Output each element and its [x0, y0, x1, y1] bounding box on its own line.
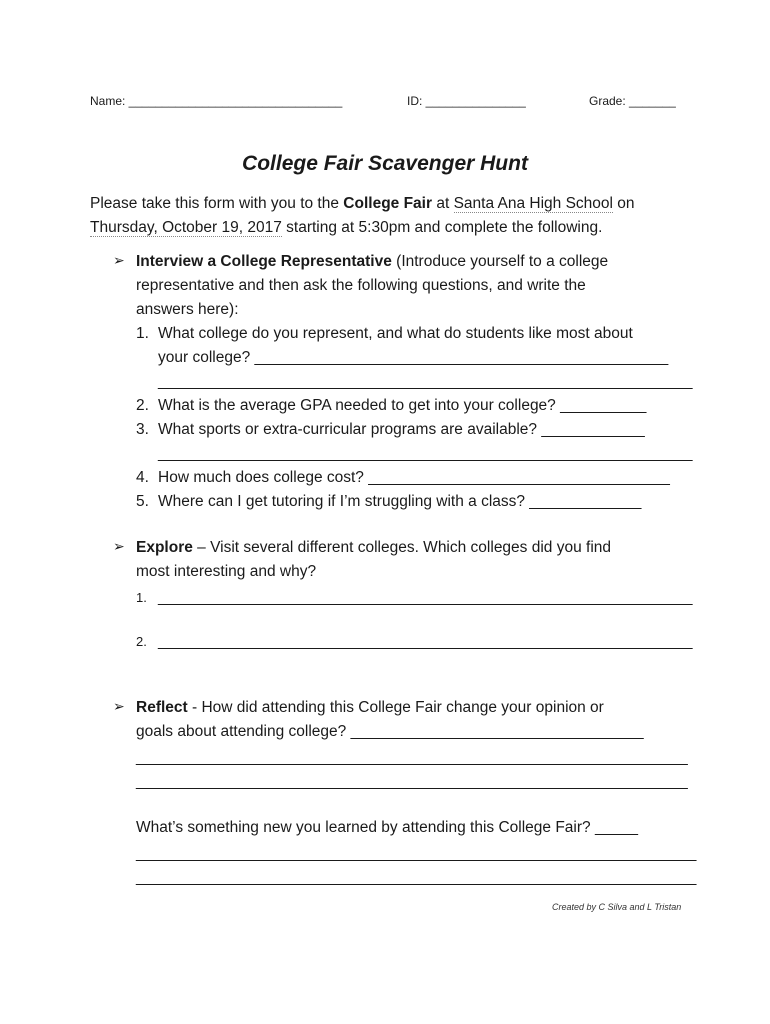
- name-field-label: Name: ________________________________: [90, 94, 343, 108]
- interview-heading: Interview a College Representative: [136, 253, 392, 270]
- reflect-answer-line[interactable]: _________________________________________________________________: [136, 845, 697, 862]
- question-1-answer-line[interactable]: ______________________________________________________________: [158, 373, 693, 390]
- question-number: 2.: [136, 397, 149, 414]
- reflect-line-2[interactable]: goals about attending college? __________________________________: [136, 723, 644, 740]
- explore-line-2: most interesting and why?: [136, 563, 317, 580]
- reflect-answer-line[interactable]: ________________________________________________________________: [136, 773, 688, 790]
- explore-answer-line-1[interactable]: ______________________________________________________________: [158, 589, 693, 606]
- reflect-answer-line[interactable]: ________________________________________________________________: [136, 749, 688, 766]
- bullet-arrow-icon: ➢: [113, 538, 125, 554]
- intro-line-1: [90, 192, 635, 216]
- explore-heading: Explore: [136, 539, 193, 556]
- reflect-text: - How did attending this College Fair change your opinion or: [187, 699, 604, 716]
- explore-answer-line-2[interactable]: ______________________________________________________________: [158, 633, 693, 650]
- question-number: 3.: [136, 421, 149, 438]
- question-1-text: What college do you represent, and what do students like most about: [158, 325, 633, 342]
- credit-text: Created by C Silva and L Tristan: [552, 902, 682, 912]
- explore-item-number: 1.: [136, 590, 147, 605]
- intro-text: Please take this form with you to the: [90, 195, 344, 212]
- id-field-label: ID: _______________: [407, 94, 526, 108]
- intro-text: starting at 5:30pm and complete the following.: [281, 219, 603, 236]
- reflect-line-1: [136, 696, 604, 720]
- bullet-arrow-icon: ➢: [113, 698, 125, 714]
- question-number: 5.: [136, 493, 149, 510]
- question-2-text[interactable]: What is the average GPA needed to get into your college? __________: [158, 397, 647, 414]
- question-number: 1.: [136, 325, 149, 342]
- question-5-text[interactable]: Where can I get tutoring if I’m struggling with a class? _____________: [158, 493, 642, 510]
- question-number: 4.: [136, 469, 149, 486]
- bullet-arrow-icon: ➢: [113, 252, 125, 268]
- question-1-answer-line[interactable]: your college? ________________________________________________: [158, 349, 669, 366]
- grade-field-label: Grade: _______: [589, 94, 676, 108]
- page-title: College Fair Scavenger Hunt: [242, 152, 528, 175]
- intro-line-2: [90, 216, 602, 240]
- explore-text: – Visit several different colleges. Which colleges did you find: [192, 539, 612, 556]
- question-3-answer-line[interactable]: ______________________________________________________________: [158, 445, 693, 462]
- intro-date: Thursday, October 19, 2017: [90, 219, 282, 236]
- explore-line-1: [136, 536, 611, 560]
- question-3-text[interactable]: What sports or extra-curricular programs are available? ____________: [158, 421, 645, 438]
- interview-line-2: representative and then ask the following questions, and write the: [136, 277, 586, 294]
- interview-text: (Introduce yourself to a college: [391, 253, 609, 270]
- intro-text: at: [432, 195, 454, 212]
- intro-event: College Fair: [343, 195, 433, 212]
- intro-school: Santa Ana High School: [453, 195, 613, 212]
- interview-line-1: [136, 250, 608, 274]
- explore-item-number: 2.: [136, 634, 147, 649]
- reflect-answer-line[interactable]: _________________________________________________________________: [136, 869, 697, 886]
- question-4-text[interactable]: How much does college cost? ___________________________________: [158, 469, 670, 486]
- reflect-question-2[interactable]: What’s something new you learned by attending this College Fair? _____: [136, 819, 639, 836]
- interview-line-3: answers here):: [136, 301, 239, 318]
- intro-text: on: [612, 195, 635, 212]
- reflect-heading: Reflect: [136, 699, 188, 716]
